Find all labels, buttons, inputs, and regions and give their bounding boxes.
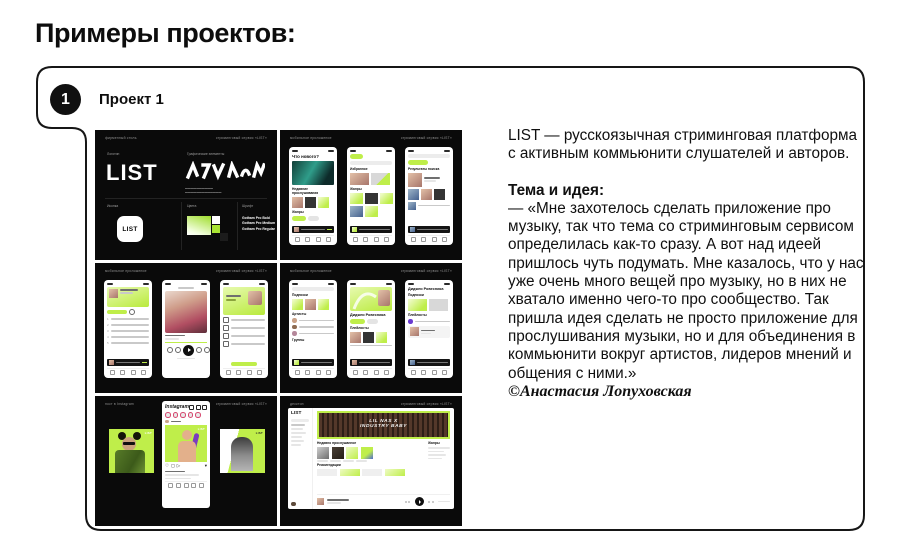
community-name: Диджеи Ровесника [408,287,444,291]
community-name: Диджеи Ровесника [350,313,386,317]
section-label: Артисты [292,312,307,316]
tile-instagram-posts [95,396,277,526]
banner-photo [292,161,334,185]
project-card [35,65,866,532]
section-label: Жанры [350,186,362,191]
section-label: Плейлисты [350,325,369,330]
color-swatch-gradient [187,216,211,235]
tile-caption-right: стриминговый сервис «LIST» [400,402,452,406]
mini-player [107,359,149,366]
desktop-sidebar [288,408,313,509]
logo-label: Логотип [107,152,120,156]
icon-label: Иконка [107,204,119,208]
graphics-caption: ▬▬▬▬▬▬▬▬▬▬ ▬▬▬▬▬▬▬▬▬▬▬▬▬ [185,186,222,195]
hero-title-line2: INDUSTRY BABY [359,424,408,430]
recommendation-cards [317,469,424,476]
track-artwork [165,291,207,333]
app-icon: LIST [117,216,143,242]
instagram-post-left [109,429,154,473]
instagram-post-right [220,429,265,473]
phone-mockup-profile [220,280,268,378]
bottom-nav [165,481,207,488]
phone-mockup-community [347,280,395,378]
search-field [292,287,334,291]
graphics-label: Графические элементы [187,152,225,156]
description-quote: — «Мне захотелось сделать приложение про музыку, так что тема со стриминговым сервисом определилась как-то сразу. А вот над идеей пришлось чуть подумать. Мне казалось, что у нас уже очень много вещей про музыку, но в них не хватало именно чего-то про сообщество. Так пришла идея сделать не просто приложение для прослушивания музыки, но и для объединения в коммьюнити вокруг артистов, лидеров мнений и общения с ними.» [508,199,864,382]
mini-player [408,226,450,233]
mini-player [350,359,392,366]
divider [181,202,182,250]
instagram-logo: Instagram [165,404,189,410]
section-label: Избранное [350,166,368,171]
mini-player [350,226,392,233]
color-swatch-black [220,233,228,241]
desktop-app-mockup [288,408,454,509]
phone-mockup-player [162,280,210,378]
tile-caption-right: стриминговый сервис «LIST» [400,269,452,273]
phone-mockup-search [405,147,453,245]
bottom-nav [107,368,149,375]
search-field [408,154,450,158]
bottom-nav [292,368,334,375]
section-label: Подписки [292,293,308,297]
instagram-phone-mockup [162,401,210,508]
tile-desktop-version [280,396,462,526]
album-cover [318,197,329,208]
tile-app-screens-home [280,130,462,260]
stories-row [165,412,207,418]
bottom-nav [350,235,392,242]
section-label: Недавние прослушивания [292,187,319,196]
post-brand-tag: LIST [144,431,152,435]
color-swatch-white [212,216,220,224]
tile-caption-left: фирменный стиль [105,136,137,140]
tile-app-screens-profile [280,263,462,393]
tile-brand-guidelines [95,130,277,260]
description-intro: LIST — русскоязычная стриминговая платформа с активным коммьюнити слушателей и авторов. [508,127,858,163]
bottom-nav [292,235,334,242]
desktop-logo: LIST [291,411,302,416]
project-description [508,127,864,401]
mini-player [292,226,334,233]
theme-heading: Тема и идея: [508,181,605,199]
bottom-nav [408,235,450,242]
bottom-nav [350,368,392,375]
tile-caption-right: стриминговый сервис «LIST» [215,402,267,406]
screen-title: Что нового? [292,154,319,159]
tile-caption-right: стриминговый сервис «LIST» [215,136,267,140]
section-label: Жанры [292,210,304,215]
playlist-header [107,287,149,307]
phone-mockup-subscriptions [289,280,337,378]
brand-logotype: LIST [106,160,158,185]
project-title: Проект 1 [99,91,164,108]
section-label: Результаты поиска [408,166,440,171]
post-action-icons: ♡ ◻ ▷ ▾ [165,463,207,468]
player-bar [317,494,450,506]
phone-mockup-home [289,147,337,245]
tile-app-screens-player [95,263,277,393]
color-swatch-lime [212,225,220,233]
mini-player [292,359,334,366]
section-label: Жанры [428,441,440,445]
project-number-badge: 1 [50,84,81,115]
tile-caption-left: мобильное приложение [290,136,332,140]
tile-caption-left: десктоп [290,402,304,406]
graphic-elements-icon [185,161,265,183]
bottom-nav [223,368,265,375]
album-cover [292,197,303,208]
profile-header [223,287,265,315]
community-header-photo [350,287,392,311]
post-brand-tag: LIST [255,431,263,435]
section-label: Плейлисты [408,313,427,318]
divider [105,198,267,199]
section-label: Группы [292,337,305,342]
tile-caption-left: мобильное приложение [105,269,147,273]
phone-mockup-favorites [347,147,395,245]
font-names: Gotham Pro Bold Gotham Pro Medium Gotham Pro Regular [242,216,276,231]
album-cover [305,197,316,208]
mini-player [408,359,450,366]
divider [237,202,238,250]
tile-caption-left: пост в Instagram [105,402,134,406]
instagram-header-icons [189,405,207,410]
phone-mockup-playlist: 1 2 3 4 5 [104,280,152,378]
section-label: Подписки [408,293,424,298]
post-brand-tag: LIST [197,427,205,431]
phone-mockup-community-2 [405,280,453,378]
author-credit: ©Анастасия Лопуховская [508,382,692,400]
colors-label: Цвета [187,204,197,208]
page-title: Примеры проектов: [35,18,296,48]
tile-caption-left: мобильное приложение [290,269,332,273]
tile-caption-right: стриминговый сервис «LIST» [215,269,267,273]
hero-banner [317,411,450,439]
section-label: Рекомендации [317,463,341,467]
font-label: Шрифт [242,204,254,208]
bottom-nav [408,368,450,375]
search-field [350,161,392,165]
section-label: Недавно прослушанное [317,441,357,445]
hero-title-line1: LIL NAS X [369,418,398,424]
instagram-post-image [165,425,207,462]
mockup-grid [95,130,462,526]
genres-column [428,441,450,476]
recent-covers [317,447,424,459]
play-button [415,497,424,506]
tile-caption-right: стриминговый сервис «LIST» [400,136,452,140]
play-button [183,345,194,356]
